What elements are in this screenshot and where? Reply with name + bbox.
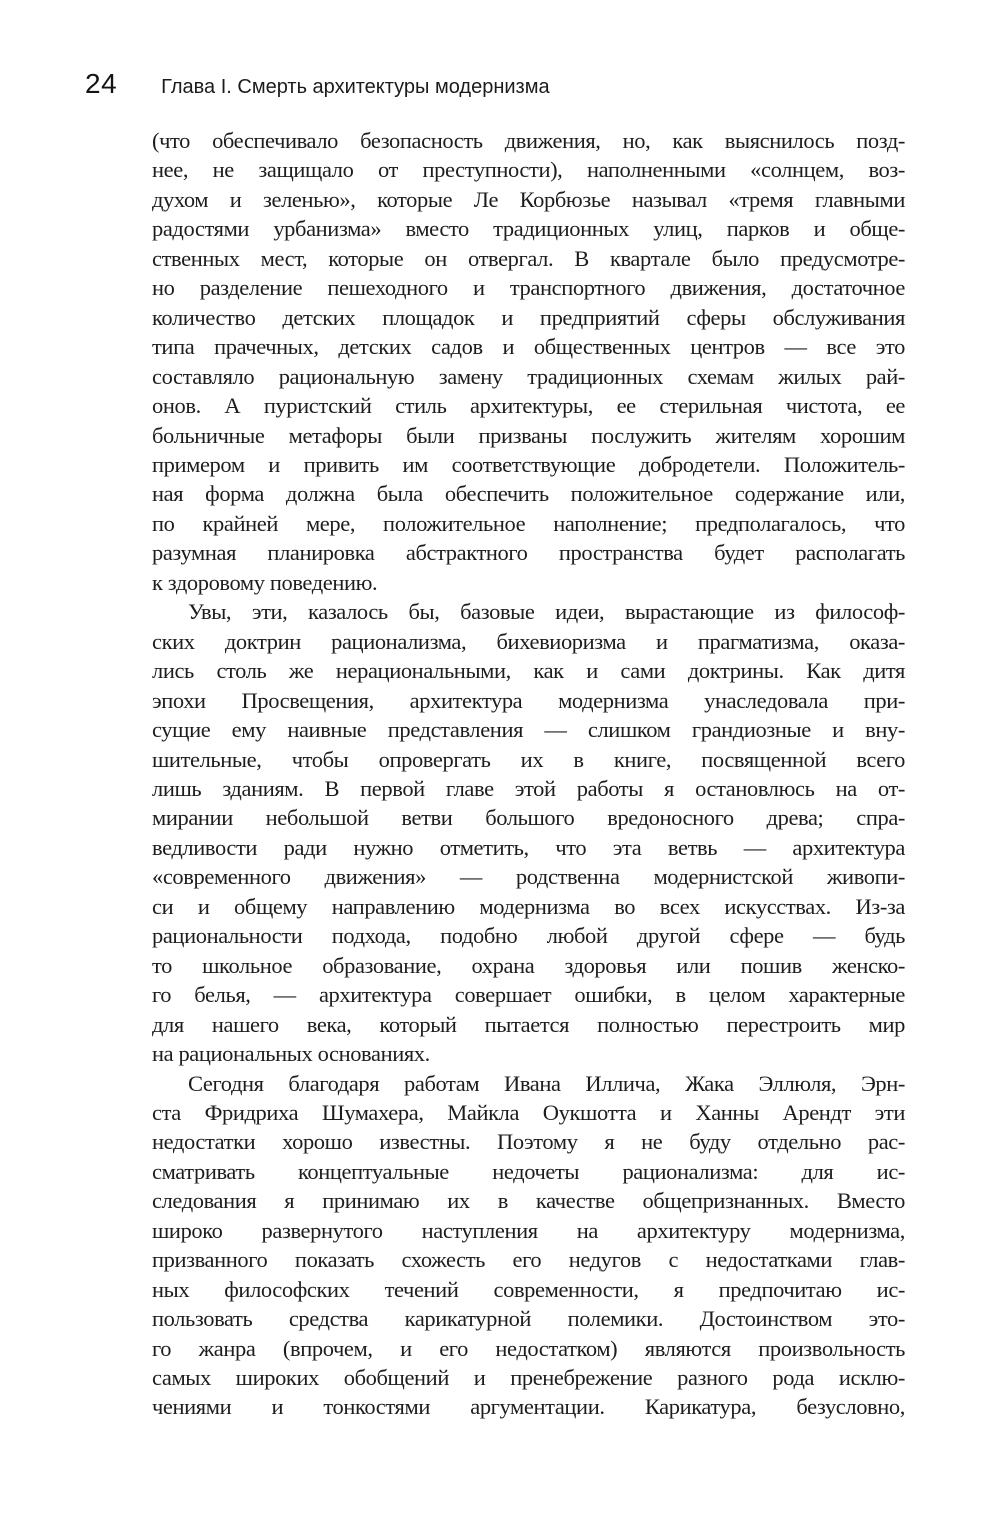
text-line: количество детских площадок и предприятий сферы обслуживания bbox=[152, 304, 905, 330]
text-line: типа прачечных, детских садов и общественных центров — все это bbox=[152, 334, 905, 360]
text-line: радостями урбанизма» вместо традиционных улиц, парков и обще- bbox=[152, 216, 905, 242]
text-line: Сегодня благодаря работам Ивана Иллича, Жака Эллюля, Эрн- bbox=[188, 1070, 905, 1096]
text-line: составляло рациональную замену традиционных схемам жилых рай- bbox=[152, 363, 905, 389]
text-line: духом и зеленью», которые Ле Корбюзье называл «тремя главными bbox=[152, 186, 905, 212]
text-line: ная форма должна была обеспечить положительное содержание или, bbox=[152, 481, 905, 507]
text-line: пользовать средства карикатурной полемики. Достоинством это- bbox=[152, 1306, 905, 1332]
text-line: для нашего века, который пытается полностью перестроить мир bbox=[152, 1011, 905, 1037]
text-line: Увы, эти, казалось бы, базовые идеи, вырастающие из философ- bbox=[188, 599, 905, 625]
paragraph bbox=[152, 1069, 905, 1422]
text-line: недостатки хорошо известны. Поэтому я не буду отдельно рас- bbox=[152, 1129, 905, 1155]
text-line: но разделение пешеходного и транспортного движения, достаточное bbox=[152, 275, 905, 301]
text-line: ских доктрин рационализма, бихевиоризма и прагматизма, оказа- bbox=[152, 628, 905, 654]
text-line: по крайней мере, положительное наполнение; предполагалось, что bbox=[152, 510, 905, 536]
paragraph bbox=[152, 126, 905, 597]
text-line: (что обеспечивало безопасность движения, но, как выяснилось позд- bbox=[152, 128, 905, 153]
text-line: следования я принимаю их в качестве общепризнанных. Вместо bbox=[152, 1188, 905, 1214]
text-line: рациональности подхода, подобно любой другой сфере — будь bbox=[152, 923, 905, 949]
text-line: сматривать концептуальные недочеты рационализма: для ис- bbox=[152, 1158, 905, 1184]
text-line: го жанра (впрочем, и его недостатком) являются произвольность bbox=[152, 1335, 905, 1361]
text-line: нее, не защищало от преступности), наполненными «солнцем, воз- bbox=[152, 157, 905, 183]
text-line: то школьное образование, охрана здоровья или пошив женско- bbox=[152, 952, 905, 978]
text-line: на рациональных основаниях. bbox=[152, 1041, 430, 1067]
page-number: 24 bbox=[85, 68, 118, 99]
text-line: лишь зданиям. В первой главе этой работы я остановлюсь на от- bbox=[152, 775, 905, 801]
text-line: призванного показать схожесть его недугов с недостатками глав- bbox=[152, 1247, 905, 1273]
text-line: мирании небольшой ветви большого вредоносного древа; спра- bbox=[152, 805, 905, 831]
text-line: к здоровому поведению. bbox=[152, 569, 378, 595]
text-line: ста Фридриха Шумахера, Майкла Оукшотта и Ханны Арендт эти bbox=[152, 1099, 905, 1125]
text-line: самых широких обобщений и пренебрежение разного рода исклю- bbox=[152, 1365, 905, 1391]
text-line: сущие ему наивные представления — слишком грандиозные и вну- bbox=[152, 717, 905, 743]
text-line: больничные метафоры были призваны послужить жителям хорошим bbox=[152, 422, 905, 448]
text-line: чениями и тонкостями аргументации. Карикатура, безусловно, bbox=[152, 1394, 905, 1420]
text-line: широко развернутого наступления на архитектуру модернизма, bbox=[152, 1217, 905, 1243]
text-line: ственных мест, которые он отвергал. В квартале было предусмотре- bbox=[152, 245, 905, 271]
running-head: Глава I. Смерть архитектуры модернизма bbox=[161, 76, 550, 98]
text-line: лись столь же нерациональными, как и сами доктрины. Как дитя bbox=[152, 658, 905, 684]
page-header bbox=[85, 68, 550, 100]
text-line: ведливости ради нужно отметить, что эта ветвь — архитектура bbox=[152, 834, 905, 860]
text-line: разумная планировка абстрактного пространства будет располагать bbox=[152, 540, 905, 566]
text-line: примером и привить им соответствующие добродетели. Положитель- bbox=[152, 451, 905, 477]
text-line: си и общему направлению модернизма во всех искусствах. Из-за bbox=[152, 893, 905, 919]
text-line: го белья, — архитектура совершает ошибки, в целом характерные bbox=[152, 982, 905, 1008]
text-block bbox=[152, 126, 905, 1422]
paragraph bbox=[152, 597, 905, 1068]
text-line: ных философских течений современности, я предпочитаю ис- bbox=[152, 1276, 905, 1302]
text-line: «современного движения» — родственна модернистской живопи- bbox=[152, 864, 905, 890]
text-line: эпохи Просвещения, архитектура модернизма унаследовала при- bbox=[152, 687, 905, 713]
text-line: шительные, чтобы опровергать их в книге, посвященной всего bbox=[152, 746, 905, 772]
text-line: онов. А пуристский стиль архитектуры, ее стерильная чистота, ее bbox=[152, 393, 905, 419]
